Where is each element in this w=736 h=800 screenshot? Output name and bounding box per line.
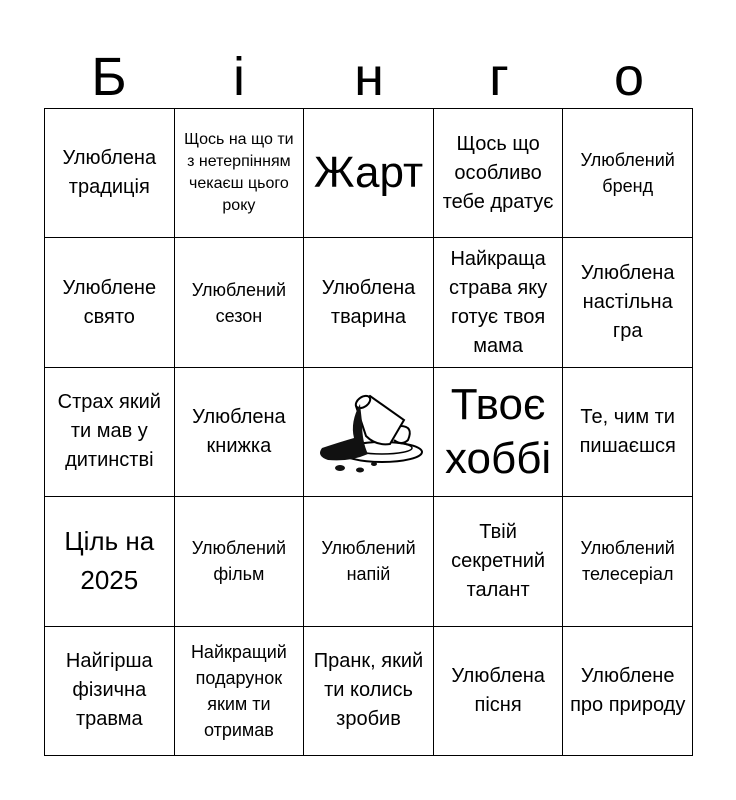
bingo-cell[interactable] [175,497,305,626]
bingo-cell[interactable] [434,627,564,756]
bingo-cell-text: Пранк, який ти колись зробив [313,650,424,731]
bingo-cell-text: Найгірша фізична травма [65,650,153,731]
bingo-cell[interactable] [175,368,305,497]
bingo-cell-text: Жарт [313,148,424,198]
bingo-cell-text: Улюблений бренд [580,150,675,197]
bingo-cell-text: Найкраща страва яку готує твоя мама [448,247,548,357]
spilled-coffee-cup-icon [310,382,426,482]
bingo-cell-text: Ціль на 2025 [64,526,155,596]
bingo-cell[interactable] [434,497,564,626]
bingo-title [44,48,694,106]
bingo-cell[interactable] [45,109,175,238]
bingo-cell-text: Щось на що ти з нетерпінням чекаєш цього року [184,131,294,215]
bingo-cell-text: Твоє хоббі [445,379,552,483]
bingo-cell[interactable] [563,238,693,367]
title-letter: і [233,47,245,107]
bingo-cell-text: Улюблений сезон [191,279,287,326]
title-letter: о [613,47,645,107]
bingo-cell[interactable] [563,109,693,238]
bingo-cell-text: Улюблений напій [321,538,416,585]
bingo-cell-text: Улюблена настільна гра [580,262,675,343]
bingo-cell[interactable] [304,109,434,238]
bingo-grid [44,108,693,756]
bingo-cell[interactable] [434,109,564,238]
bingo-cell[interactable] [304,497,434,626]
bingo-cell-text: Улюблений телесеріал [580,538,675,585]
bingo-cell[interactable] [45,238,175,367]
bingo-cell-free[interactable] [304,368,434,497]
bingo-cell-text: Страх який ти мав у дитинстві [57,391,161,472]
bingo-cell-text: Улюблена тварина [321,276,416,328]
bingo-cell-text: Те, чим ти пишаєшся [579,405,676,457]
bingo-cell[interactable] [434,238,564,367]
bingo-cell[interactable] [45,627,175,756]
bingo-cell[interactable] [563,627,693,756]
bingo-cell[interactable] [434,368,564,497]
bingo-cell[interactable] [563,497,693,626]
bingo-cell[interactable] [45,497,175,626]
bingo-cell-text: Улюблений фільм [191,538,287,585]
bingo-cell-text: Улюблене про природу [570,664,686,716]
title-letter: н [354,47,384,107]
bingo-cell[interactable] [563,368,693,497]
bingo-cell[interactable] [304,627,434,756]
bingo-cell-text: Улюблена книжка [192,405,286,457]
bingo-cell-text: Улюблене свято [62,276,157,328]
bingo-cell-text: Найкращий подарунок яким ти отримав [190,641,287,740]
bingo-cell-text: Твій секретний талант [451,520,546,601]
bingo-cell[interactable] [175,109,305,238]
title-letter: Б [91,47,127,107]
title-letter: г [489,47,509,107]
bingo-cell[interactable] [175,238,305,367]
bingo-cell[interactable] [304,238,434,367]
bingo-cell[interactable] [175,627,305,756]
bingo-cell-text: Улюблена пісня [451,664,545,716]
bingo-cell-text: Щось що особливо тебе дратує [442,132,554,213]
bingo-cell[interactable] [45,368,175,497]
bingo-cell-text: Улюблена традиція [62,147,157,199]
